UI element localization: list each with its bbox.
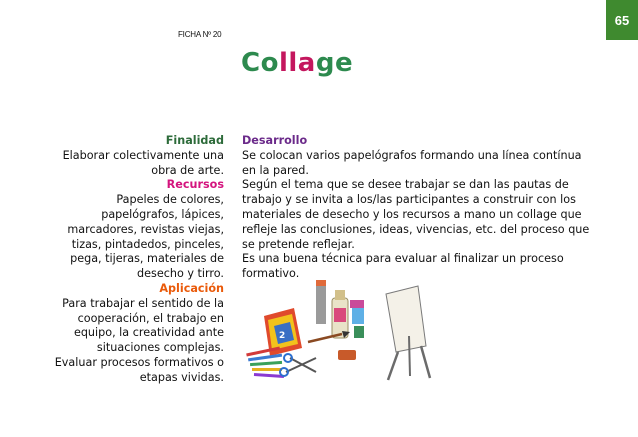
paint-jars-icon <box>350 300 364 338</box>
collage-materials-illustration <box>246 276 446 384</box>
ficha-label: FICHA Nº 20 <box>178 30 222 39</box>
paintbrush-icon <box>308 331 350 342</box>
title-part-1: Co <box>241 48 279 78</box>
page-title <box>241 48 353 78</box>
eraser-icon <box>338 350 356 360</box>
recursos-text: Papeles de colores, papelógrafos, lápices, marcadores, revistas viejas, tizas, pintadedos, pinceles, pega, tijeras, materiales de desecho y tirro. <box>67 193 224 281</box>
desarrollo-heading: Desarrollo <box>242 134 308 147</box>
aplicacion-text-2: Evaluar procesos formativos o etapas vividas. <box>54 355 224 384</box>
desarrollo-paragraph-2: Según el tema que se desee trabajar se dan las pautas de trabajo y se invita a los/las participantes a construir con los materiales de desecho y los recursos a mano un collage que refleje las conclusiones, ideas, vivencias, etc. del proceso que se pretende reflejar. <box>242 178 590 251</box>
pencil-cup-icon <box>316 280 326 324</box>
desarrollo-paragraph-1: Se colocan varios papelógrafos formando una línea contínua en la pared. <box>242 148 582 177</box>
desarrollo-paragraph-3: Es una buena técnica para evaluar al finalizar un proceso formativo. <box>242 252 564 281</box>
left-column <box>40 134 224 386</box>
title-part-3: ge <box>315 48 354 78</box>
aplicacion-text-1: Para trabajar el sentido de la cooperación, el trabajo en equipo, la creatividad ante situaciones complejas. <box>62 296 224 355</box>
svg-text:2: 2 <box>279 331 286 341</box>
recursos-heading: Recursos <box>166 178 224 192</box>
right-column <box>242 134 598 282</box>
aplicacion-heading: Aplicación <box>159 281 224 295</box>
easel-icon <box>386 286 430 380</box>
finalidad-heading: Finalidad <box>165 134 224 147</box>
scissors-icon <box>280 354 316 376</box>
page-number: 65 <box>606 0 638 40</box>
finalidad-text: Elaborar colectivamente una obra de arte. <box>62 148 224 177</box>
title-part-2: lla <box>278 48 316 78</box>
glue-bottle-icon <box>332 290 348 338</box>
